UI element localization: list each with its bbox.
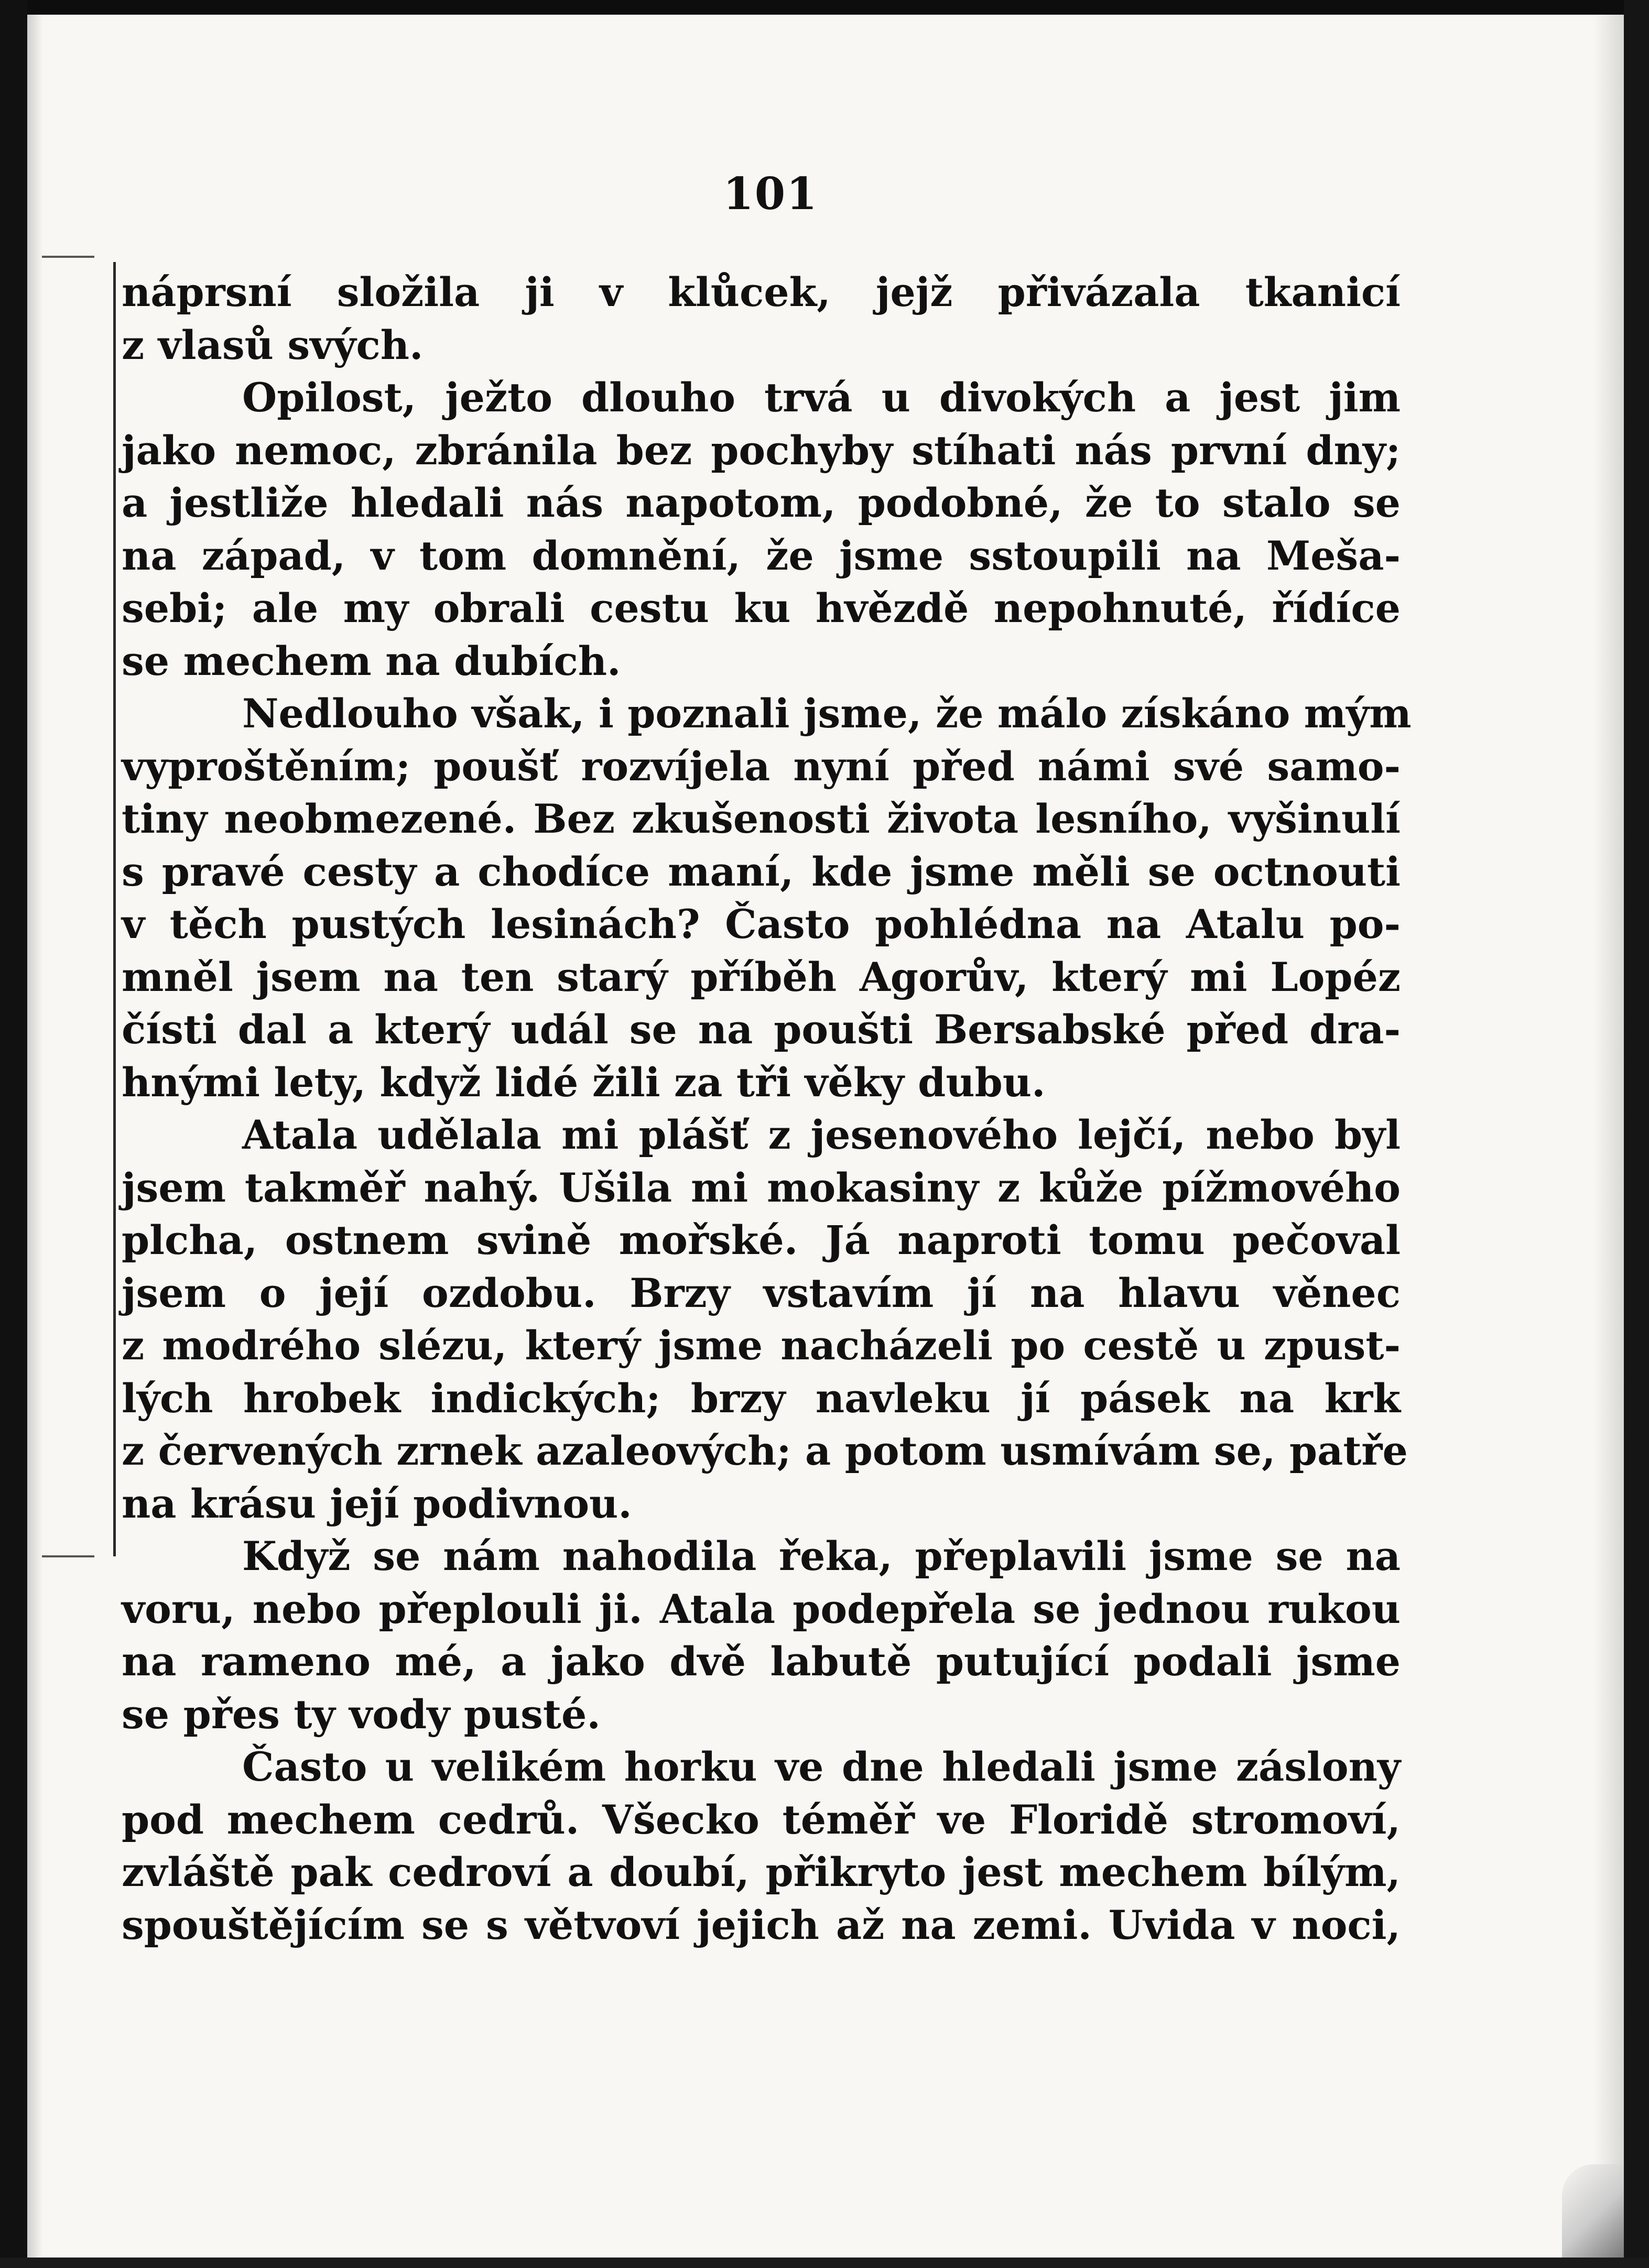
text-line: jako nemoc, zbránila bez pochyby stíhati nás první dny; (122, 427, 1401, 474)
margin-tick-bottom (42, 1555, 94, 1557)
text-line: z vlasů svých. (122, 321, 424, 368)
text-line: se mechem na dubích. (122, 637, 621, 684)
page-number: 101 (723, 168, 818, 220)
text-line: voru, nebo přeplouli ji. Atala podepřela se jednou rukou (122, 1585, 1401, 1632)
text-line: Když se nám nahodila řeka, přeplavili jsme se na (242, 1533, 1401, 1579)
text-line: na západ, v tom domnění, že jsme sstoupili na Meša- (122, 532, 1401, 579)
text-line: plcha, ostnem svině mořské. Já naproti tomu pečoval (122, 1217, 1401, 1263)
text-line: na krásu její podivnou. (122, 1480, 632, 1527)
text-line: s pravé cesty a chodíce maní, kde jsme měli se octnouti (122, 848, 1401, 895)
scan-border-bottom (0, 2258, 1649, 2268)
text-line: jsem takměř nahý. Ušila mi mokasiny z kůže pížmového (122, 1164, 1401, 1211)
text-line: náprsní složila ji v klůcek, jejž přivázala tkanicí (122, 269, 1401, 315)
text-line: na rameno mé, a jako dvě labutě putující podali jsme (122, 1638, 1401, 1685)
text-line: hnými lety, když lidé žili za tři věky dubu. (122, 1059, 1046, 1106)
text-line: sebi; ale my obrali cestu ku hvězdě nepohnuté, řídíce (122, 585, 1401, 631)
text-line: Opilost, ježto dlouho trvá u divokých a jest jim (242, 374, 1401, 421)
text-line: tiny neobmezené. Bez zkušenosti života lesního, vyšinulí (122, 795, 1401, 842)
curled-page-corner (1562, 2164, 1624, 2258)
text-line: a jestliže hledali nás napotom, podobné, že to stalo se (122, 479, 1401, 526)
gutter-shadow (27, 15, 43, 2258)
text-line: Atala udělala mi plášť z jesenového lejčí, nebo byl (242, 1111, 1401, 1158)
text-line: zvláště pak cedroví a doubí, přikryto jest mechem bílým, (122, 1849, 1401, 1895)
text-line: Nedlouho však, i poznali jsme, že málo získáno mým (242, 690, 1412, 737)
binding-rule (113, 262, 116, 1556)
scan-border-left (0, 0, 27, 2268)
text-line: se přes ty vody pusté. (122, 1691, 601, 1738)
text-line: z modrého slézu, který jsme nacházeli po cestě u zpust- (122, 1322, 1401, 1369)
text-line: čísti dal a který udál se na poušti Bersabské před dra- (122, 1006, 1401, 1053)
text-line: pod mechem cedrů. Všecko téměř ve Floridě stromoví, (122, 1796, 1401, 1843)
text-line: Často u velikém horku ve dne hledali jsme záslony (242, 1743, 1401, 1790)
right-edge-shadow (1593, 15, 1624, 2258)
text-line: spouštějícím se s větvoví jejich až na zemi. Uvida v noci, (122, 1901, 1401, 1948)
scan-border-top (0, 0, 1649, 15)
scan-border-right (1624, 0, 1649, 2268)
text-line: mněl jsem na ten starý příběh Agorův, který mi Lopéz (122, 953, 1401, 1000)
text-line: vyproštěním; poušť rozvíjela nyní před námi své samo- (122, 743, 1401, 790)
body-text (122, 266, 1412, 1951)
text-line: lých hrobek indických; brzy navleku jí pásek na krk (122, 1375, 1401, 1422)
margin-tick-top (42, 256, 94, 258)
text-line: z červených zrnek azaleových; a potom usmívám se, patře (122, 1427, 1408, 1474)
text-line: v těch pustých lesinách? Často pohlédna na Atalu po- (122, 901, 1401, 947)
text-line: jsem o její ozdobu. Brzy vstavím jí na hlavu věnec (122, 1269, 1401, 1316)
